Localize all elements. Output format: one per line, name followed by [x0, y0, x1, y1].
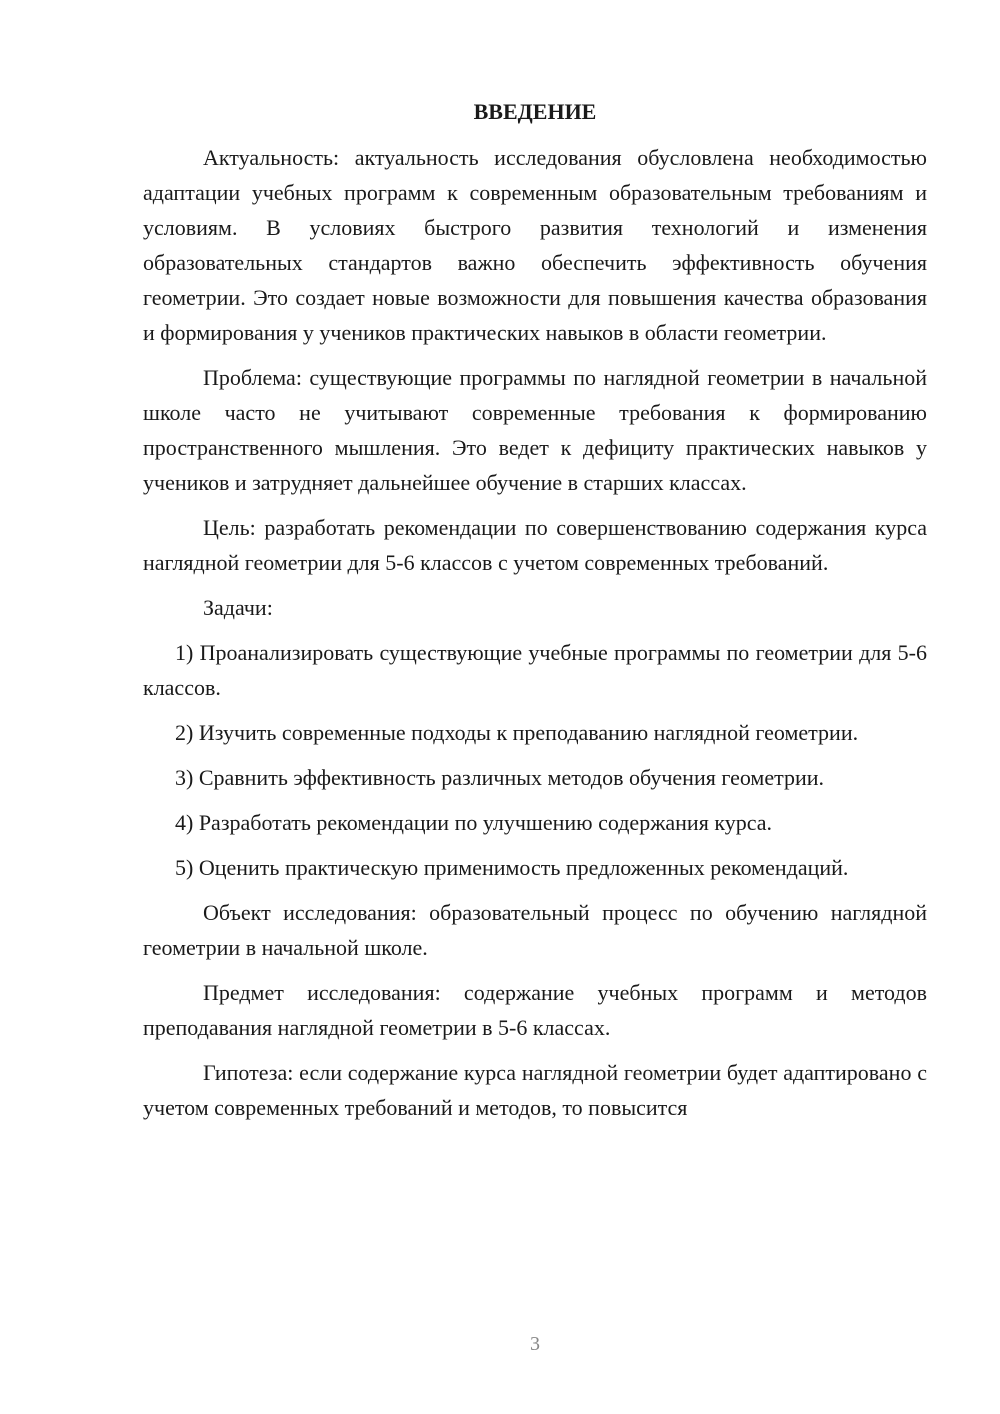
list-item: 4) Разработать рекомендации по улучшению содержания курса. — [175, 810, 772, 835]
section-heading: ВВЕДЕНИЕ — [473, 99, 597, 124]
paragraph-relevance: Актуальность: актуальность исследования обусловлена необходимостью адаптации учебных программ к современным образовательным требованиям и условиям. В условиях быстрого развития технологий и изменения образовательных стандартов важно обеспечить эффективность обучения геометрии. Это создает новые возможности для повышения качества образования и формирования у учеников практических навыков в области геометрии. — [143, 145, 927, 345]
page-content — [143, 94, 927, 1135]
paragraph-problem: Проблема: существующие программы по наглядной геометрии в начальной школе часто не учитывают современные требования к формированию пространственного мышления. Это ведет к дефициту практических навыков у учеников и затрудняет дальнейшее обучение в старших классах. — [143, 365, 927, 495]
paragraph-subject: Предмет исследования: содержание учебных программ и методов преподавания наглядной геометрии в 5-6 классах. — [143, 980, 927, 1040]
list-item: 3) Сравнить эффективность различных методов обучения геометрии. — [175, 765, 825, 790]
list-item: 2) Изучить современные подходы к преподаванию наглядной геометрии. — [175, 720, 859, 745]
list-item: 1) Проанализировать существующие учебные программы по геометрии для 5-6 классов. — [143, 640, 927, 700]
paragraph-goal: Цель: разработать рекомендации по совершенствованию содержания курса наглядной геометрии для 5-6 классов с учетом современных требований. — [143, 515, 927, 575]
paragraph-hypothesis: Гипотеза: если содержание курса наглядной геометрии будет адаптировано с учетом современных требований и методов, то повысится — [143, 1060, 927, 1120]
tasks-list — [143, 635, 927, 885]
paragraph-object: Объект исследования: образовательный процесс по обучению наглядной геометрии в начальной школе. — [143, 900, 927, 960]
tasks-label: Задачи: — [203, 595, 273, 620]
page-number: 3 — [530, 1333, 540, 1355]
list-item: 5) Оценить практическую применимость предложенных рекомендаций. — [175, 855, 849, 880]
